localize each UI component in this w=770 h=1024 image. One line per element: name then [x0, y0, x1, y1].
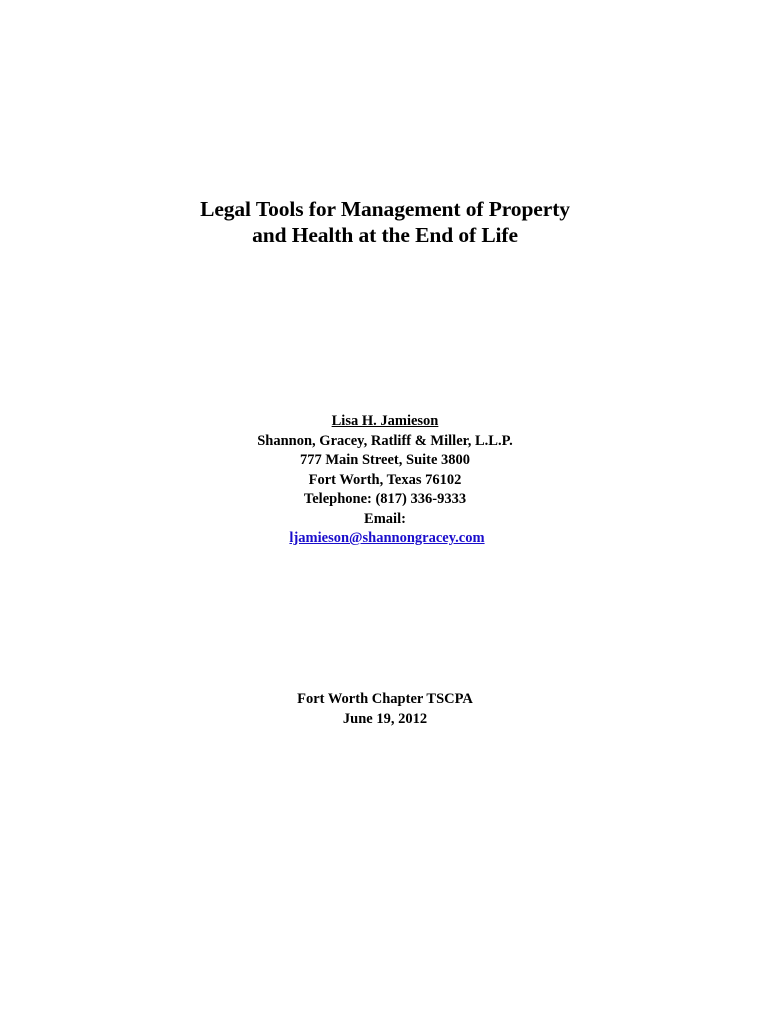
title-line-1: Legal Tools for Management of Property: [200, 197, 570, 221]
firm-name: Shannon, Gracey, Ratliff & Miller, L.L.P.: [257, 432, 513, 449]
title-line-2: and Health at the End of Life: [252, 223, 518, 247]
author-name: Lisa H. Jamieson: [331, 413, 439, 429]
event-date: June 19, 2012: [342, 710, 428, 727]
event-block: [0, 690, 770, 729]
street-address: 777 Main Street, Suite 3800: [299, 452, 471, 468]
email-link[interactable]: ljamieson@shannongracey.com: [289, 530, 485, 546]
author-contact-block: [0, 412, 770, 549]
email-line: [0, 510, 770, 549]
telephone: Telephone: (817) 336-9333: [303, 491, 467, 507]
event-name: Fort Worth Chapter TSCPA: [297, 691, 473, 707]
email-label: Email:: [364, 510, 406, 527]
city-state-zip: Fort Worth, Texas 76102: [308, 471, 462, 488]
document-title: [0, 196, 770, 248]
